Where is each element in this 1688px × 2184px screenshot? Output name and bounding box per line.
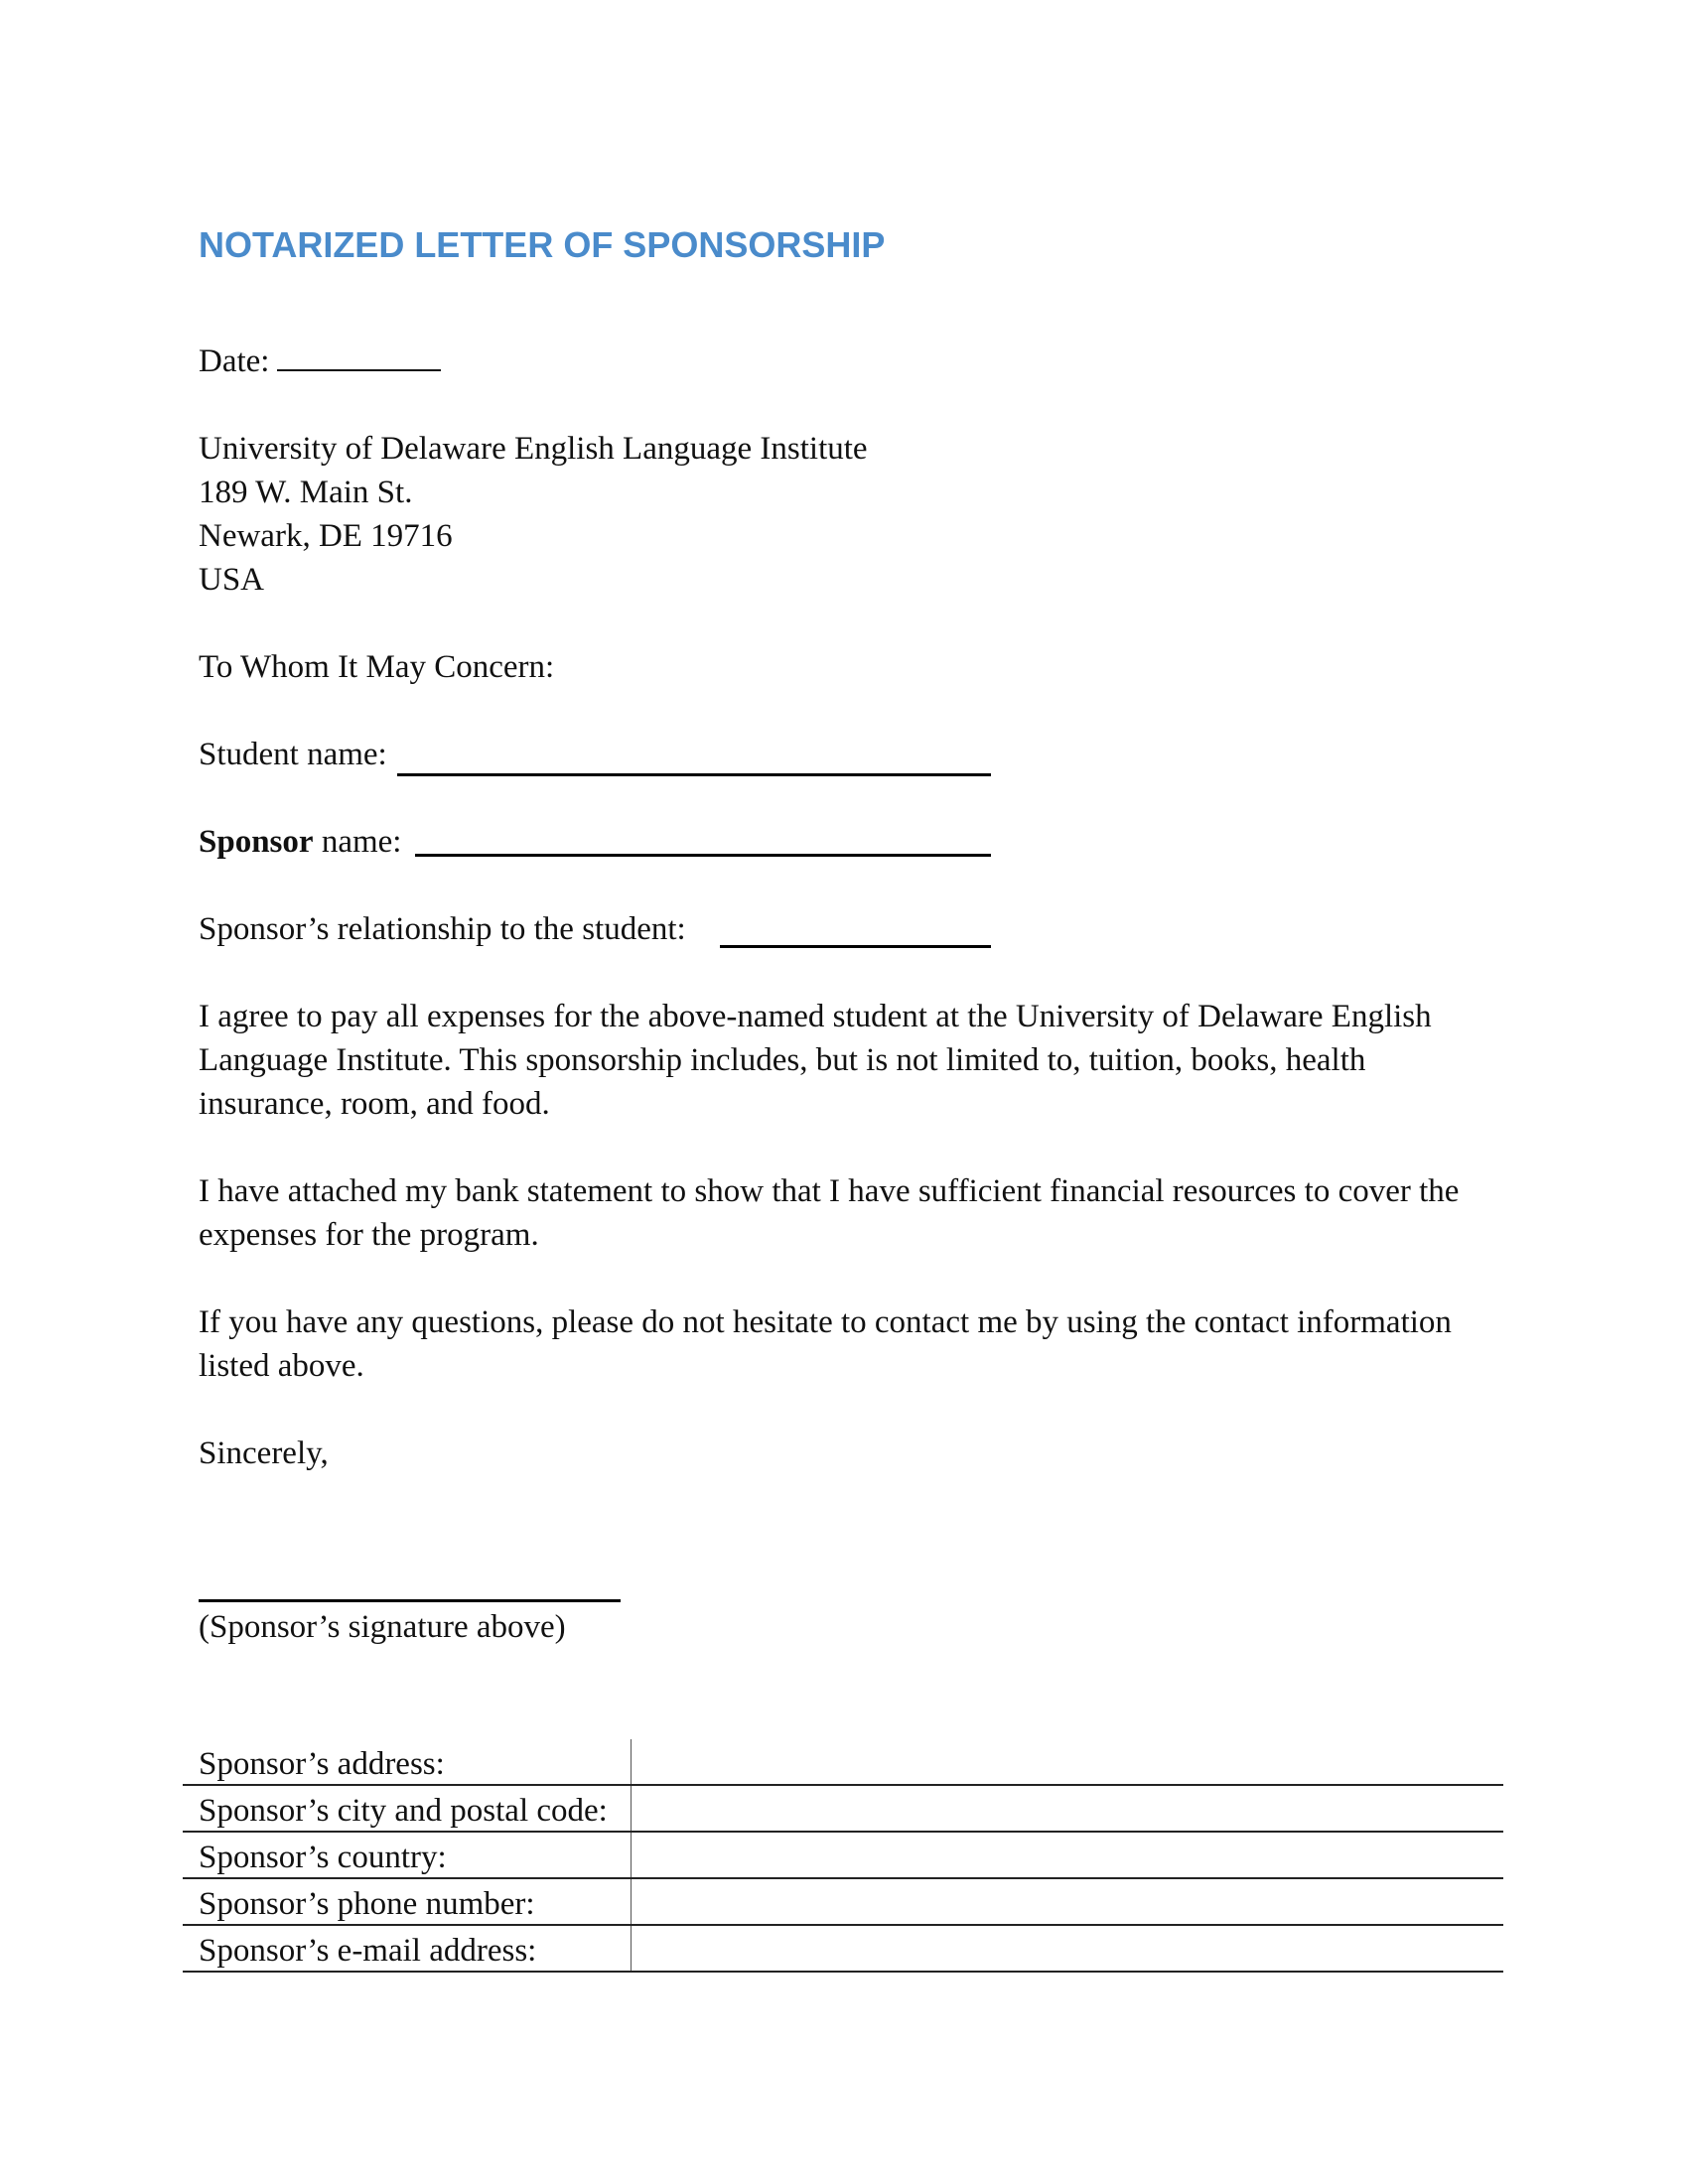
recipient-line-2: 189 W. Main St.: [199, 475, 413, 510]
signature-caption: (Sponsor’s signature above): [199, 1609, 566, 1645]
sponsor-info-table: [183, 1739, 1503, 1973]
sponsor-phone-label: Sponsor’s phone number:: [183, 1878, 632, 1925]
date-label: Date:: [199, 343, 270, 379]
sponsor-country-field[interactable]: [632, 1832, 1504, 1878]
student-name-label: Student name:: [199, 737, 387, 772]
recipient-line-3: Newark, DE 19716: [199, 518, 453, 554]
document-title: NOTARIZED LETTER OF SPONSORSHIP: [199, 224, 886, 265]
salutation: To Whom It May Concern:: [199, 649, 555, 685]
recipient-line-4: USA: [199, 562, 265, 598]
table-row: [183, 1785, 1503, 1832]
sponsor-name-label-bold: Sponsor: [199, 824, 314, 860]
sponsor-email-label: Sponsor’s e-mail address:: [183, 1925, 632, 1972]
date-blank-field[interactable]: [277, 340, 441, 371]
table-row: [183, 1739, 1503, 1785]
sponsor-city-field[interactable]: [632, 1785, 1504, 1832]
sponsor-address-field[interactable]: [632, 1739, 1504, 1785]
sponsor-city-label: Sponsor’s city and postal code:: [183, 1785, 632, 1832]
sponsor-email-field[interactable]: [632, 1925, 1504, 1972]
relationship-label: Sponsor’s relationship to the student:: [199, 911, 686, 947]
student-name-blank[interactable]: [397, 773, 991, 776]
signature-line[interactable]: [199, 1599, 621, 1602]
paragraph-questions: If you have any questions, please do not hesitate to contact me by using the contact information listed above.: [199, 1304, 1452, 1384]
recipient-address: [199, 427, 868, 602]
table-row: [183, 1832, 1503, 1878]
date-line: [199, 340, 441, 383]
closing: Sincerely,: [199, 1435, 329, 1471]
sponsor-country-label: Sponsor’s country:: [183, 1832, 632, 1878]
table-row: [183, 1925, 1503, 1972]
paragraph-bank-statement: I have attached my bank statement to show that I have sufficient financial resources to cover the expenses for the program.: [199, 1173, 1460, 1253]
sponsor-phone-field[interactable]: [632, 1878, 1504, 1925]
sponsor-address-label: Sponsor’s address:: [183, 1739, 632, 1785]
recipient-line-1: University of Delaware English Language Institute: [199, 431, 868, 467]
sponsor-name-label: [199, 820, 401, 864]
relationship-blank[interactable]: [720, 945, 991, 948]
sponsor-name-blank[interactable]: [415, 854, 991, 857]
table-row: [183, 1878, 1503, 1925]
paragraph-expenses: I agree to pay all expenses for the above-named student at the University of Delaware English Language Institute. This sponsorship includes, but is not limited to, tuition, books, health insurance, room, and food.: [199, 999, 1432, 1122]
sponsor-name-label-rest: name:: [313, 824, 402, 860]
